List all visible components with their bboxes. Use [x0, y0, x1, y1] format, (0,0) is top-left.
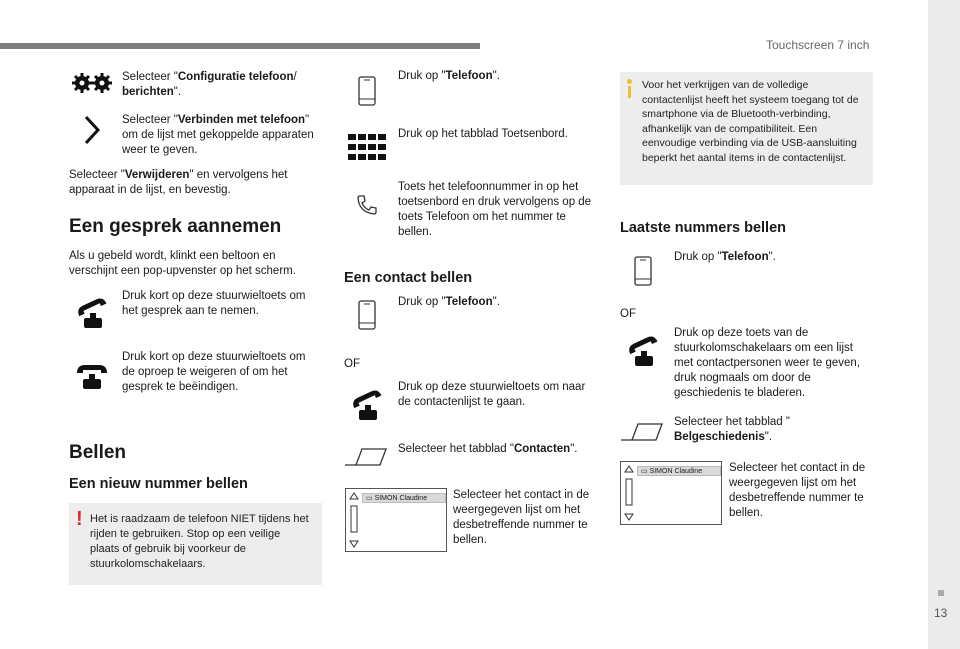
gear-icon [72, 72, 112, 94]
config-instruction: Selecteer "Configuratie telefoon/ berichten". [122, 71, 297, 98]
heading-new-number: Een nieuw nummer bellen [69, 476, 248, 492]
contact-name: ▭ SIMON Claudine [362, 493, 446, 503]
contact-list-preview [345, 488, 447, 552]
smartphone-icon [634, 256, 652, 286]
continue-marker [938, 590, 944, 596]
select-contact-text: Selecteer het contact in de weergegeven lijst om het desbetreffende nummer te bellen. [453, 489, 590, 546]
smartphone-icon [358, 300, 376, 330]
select-contact-text-2: Selecteer het contact in de weergegeven lijst om het desbetreffende nummer te bellen. [729, 462, 866, 519]
enter-number-text: Toets het telefoonnummer in op het toetsenbord en druk vervolgens op de toets Telefoon om het nummer te bellen. [398, 181, 592, 238]
chevron-right-icon [84, 115, 100, 145]
wheel-contacts-text: Druk op deze stuurwieltoets om naar de contactenlijst te gaan. [398, 381, 586, 408]
info-icon-bar [628, 86, 631, 98]
scrollbar-icon [349, 492, 359, 548]
contact-name: ▭ SIMON Claudine [637, 466, 721, 476]
wheel-history-text: Druk op deze toets van de stuurkolomschakelaars om een lijst met contactpersonen weer te geven, druk nogmaals om door de geschiedenis te bladeren. [674, 327, 861, 399]
delete-instruction: Selecteer "Verwijderen" en vervolgens het apparaat in de lijst, en bevestig. [69, 169, 288, 196]
or-label: OF [344, 358, 360, 370]
phone-answer-icon [626, 336, 660, 368]
section-title: Touchscreen 7 inch [766, 38, 870, 52]
tab-contacts-text: Selecteer het tabblad "Contacten". [398, 443, 578, 455]
warning-box [69, 503, 322, 585]
keypad-tab-text: Druk op het tabblad Toetsenbord. [398, 128, 568, 140]
answer-intro: Als u gebeld wordt, klinkt een beltoon en verschijnt een pop-upvenster op het scherm. [69, 250, 296, 277]
warning-text: Het is raadzaam de telefoon NIET tijdens het rijden te gebruiken. Stop op een veilige plaats of gebruik bij voorkeur de stuurkolomschakelaars. [90, 513, 309, 570]
warning-icon: ! [76, 508, 83, 530]
handset-icon [356, 194, 378, 216]
page-sidebar [928, 0, 960, 649]
tab-icon [620, 422, 664, 444]
heading-answer-call: Een gesprek aannemen [69, 216, 282, 237]
phone-hangup-icon [75, 363, 109, 391]
tab-icon [344, 447, 388, 469]
phone-answer-icon [75, 298, 109, 330]
heading-call-contact: Een contact bellen [344, 270, 473, 286]
history-list-preview [620, 461, 722, 525]
header-rule [0, 43, 480, 49]
info-box [620, 72, 873, 185]
keypad-icon [348, 134, 386, 160]
scrollbar-icon [624, 465, 634, 521]
page-number: 13 [934, 606, 948, 620]
answer-reject-text: Druk kort op deze stuurwieltoets om de oproep te weigeren of om het gesprek te beëindigen. [122, 351, 306, 393]
info-text: Voor het verkrijgen van de volledige contactenlijst heeft het systeem toegang tot de smartphone via de Bluetooth-verbinding, afhankelijk van de compatibiliteit. Een eenvoudige verbinding via de USB-aansluiting beperkt het aantal items in de contactenlijst. [642, 79, 859, 164]
phone-answer-icon [350, 390, 384, 422]
or-label: OF [620, 308, 636, 320]
answer-press-text: Druk kort op deze stuurwieltoets om het gesprek aan te nemen. [122, 290, 306, 317]
heading-calling: Bellen [69, 442, 127, 463]
heading-recent-numbers: Laatste nummers bellen [620, 220, 786, 236]
connect-instruction: Selecteer "Verbinden met telefoon" om de lijst met gekoppelde apparaten weer te geven. [122, 114, 314, 156]
press-phone-text-2: Druk op "Telefoon". [398, 296, 500, 308]
tab-history-text: Selecteer het tabblad " Belgeschiedenis". [674, 416, 790, 443]
smartphone-icon [358, 76, 376, 106]
info-icon [627, 79, 632, 84]
press-phone-text: Druk op "Telefoon". [398, 70, 500, 82]
press-phone-text-3: Druk op "Telefoon". [674, 251, 776, 263]
